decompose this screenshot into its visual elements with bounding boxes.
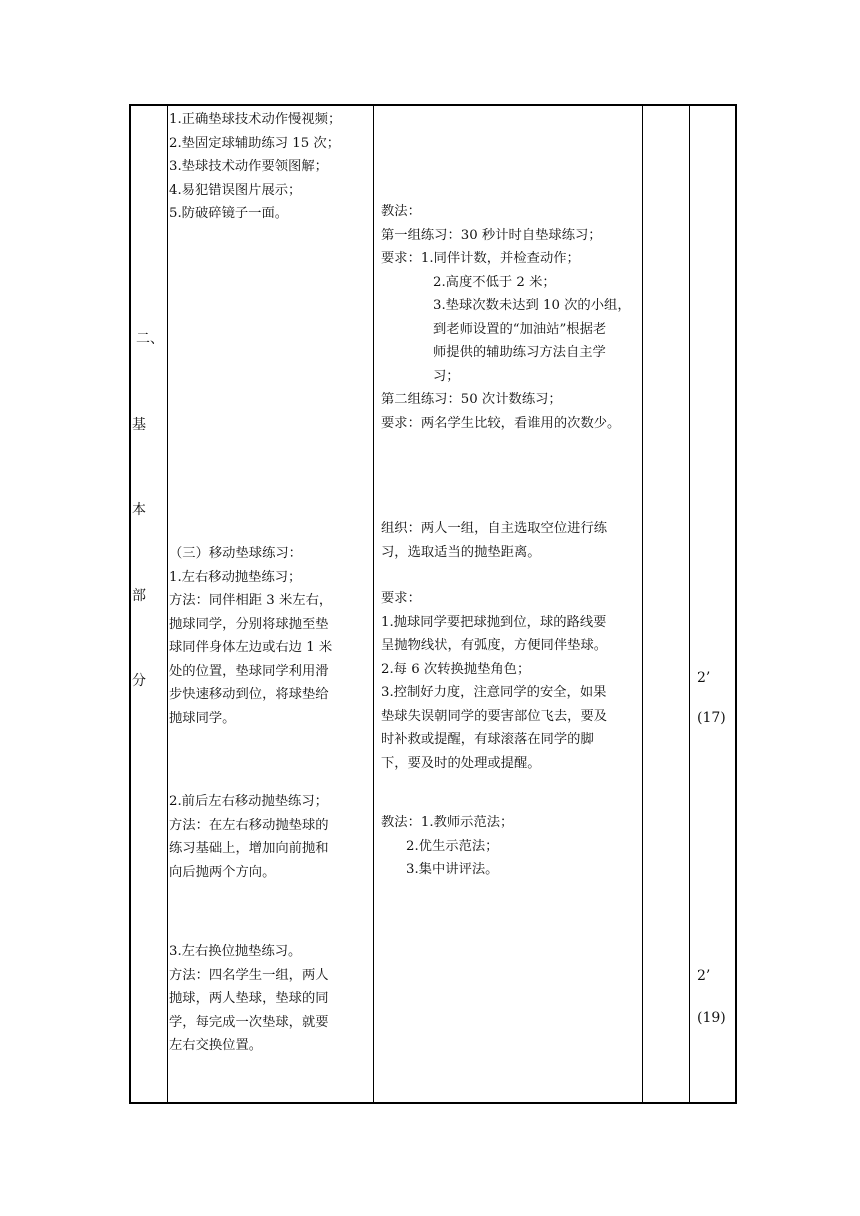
- group1: 第一组练习：30 秒计时自垫球练习；: [381, 227, 602, 243]
- list-item: 球同伴身体左边或右边 1 米: [169, 640, 333, 655]
- req-label: 要求：: [381, 251, 421, 266]
- req-b-line: 下，要及时的处理或提醒。: [381, 755, 541, 771]
- group2-req: 要求：两名学生比较，看谁用的次数少。: [381, 415, 621, 431]
- column-divider: [642, 106, 643, 1102]
- req-b-line: 3.控制好力度，注意同学的安全，如果: [381, 685, 607, 700]
- time-value: 2’: [697, 968, 711, 984]
- list-item: 处的位置，垫球同学利用滑: [169, 663, 329, 679]
- list-item: 2.垫固定球辅助练习 15 次；: [169, 135, 341, 151]
- teach-methods-block: [381, 811, 513, 882]
- move-title: （三）移动垫球练习：: [169, 546, 302, 561]
- req2: 2.高度不低于 2 米；: [433, 274, 556, 290]
- req3-line: 到老师设置的“加油站”根据老: [433, 321, 607, 337]
- list-item: 1.左右移动抛垫练习；: [169, 569, 302, 585]
- list-item: 向后抛两个方向。: [169, 864, 276, 880]
- teach-b-line: 1.教师示范法；: [420, 815, 514, 830]
- section-number: 二、: [136, 331, 164, 347]
- list-item: 学，每完成一次垫球，就要: [169, 1014, 329, 1030]
- list-item: 3.垫球技术动作要领图解；: [169, 159, 328, 174]
- section-char: 基: [132, 417, 146, 433]
- list-item: 方法：四名学生一组，两人: [169, 967, 329, 983]
- list-item: 3.左右换位抛垫练习。: [169, 944, 302, 959]
- move-practice-block: [169, 542, 332, 730]
- teach-b-label: 教法：: [381, 815, 421, 830]
- lesson-plan-table: [129, 104, 737, 1104]
- teach-label: 教法：: [381, 204, 421, 219]
- section-char: 分: [132, 673, 146, 689]
- req-b-line: 1.抛球同学要把球抛到位，球的路线要: [381, 614, 607, 630]
- list-item: 4.易犯错误图片展示；: [169, 182, 302, 198]
- list-item: 练习基础上，增加向前抛和: [169, 841, 329, 856]
- req-b-line: 2.每 6 次转换抛垫角色；: [381, 661, 531, 677]
- list-item: 抛球，两人垫球，垫球的同: [169, 991, 329, 1006]
- requirements-block: [381, 587, 607, 775]
- organization-block: [381, 517, 607, 564]
- method-block-1: [381, 200, 631, 435]
- content-items-top: [169, 108, 341, 226]
- teach-b-line: 2.优生示范法；: [406, 838, 499, 854]
- time-cumulative: (17): [697, 710, 726, 726]
- list-item: 抛球同学。: [169, 710, 236, 726]
- req3-line: 习；: [433, 368, 460, 384]
- front-back-block: [169, 790, 329, 884]
- teach-b-line: 3.集中讲评法。: [406, 862, 499, 877]
- column-divider: [167, 106, 168, 1102]
- group2: 第二组练习：50 次计数练习；: [381, 392, 562, 407]
- column-divider: [373, 106, 374, 1102]
- list-item: 抛球同学，分别将球抛至垫: [169, 616, 329, 632]
- req-b-label: 要求：: [381, 591, 421, 606]
- list-item: 方法：同伴相距 3 米左右，: [169, 593, 333, 608]
- column-divider: [689, 106, 690, 1102]
- section-char: 本: [132, 502, 146, 518]
- switch-block: [169, 940, 329, 1058]
- req-b-line: 垫球失误朝同学的要害部位飞去，要及: [381, 708, 608, 724]
- org-line: 组织：两人一组，自主选取空位进行练: [381, 521, 608, 536]
- list-item: 左右交换位置。: [169, 1038, 263, 1053]
- req-b-line: 时补救或提醒，有球滚落在同学的脚: [381, 732, 594, 747]
- req-b-line: 呈抛物线状，有弧度，方便同伴垫球。: [381, 638, 608, 653]
- req3-line: 师提供的辅助练习方法自主学: [433, 345, 606, 360]
- list-item: 步快速移动到位，将球垫给: [169, 687, 329, 702]
- req1: 1.同伴计数，并检查动作；: [420, 251, 580, 266]
- list-item: 方法：在左右移动抛垫球的: [169, 817, 329, 833]
- req3-line: 3.垫球次数未达到 10 次的小组，: [433, 298, 631, 313]
- list-item: 5.防破碎镜子一面。: [169, 206, 289, 221]
- time-value: 2’: [697, 670, 711, 686]
- org-line: 习，选取适当的抛垫距离。: [381, 544, 541, 560]
- list-item: 1.正确垫球技术动作慢视频；: [169, 112, 342, 127]
- section-char: 部: [132, 588, 146, 604]
- list-item: 2.前后左右移动抛垫练习；: [169, 794, 328, 809]
- time-cumulative: (19): [697, 1010, 726, 1026]
